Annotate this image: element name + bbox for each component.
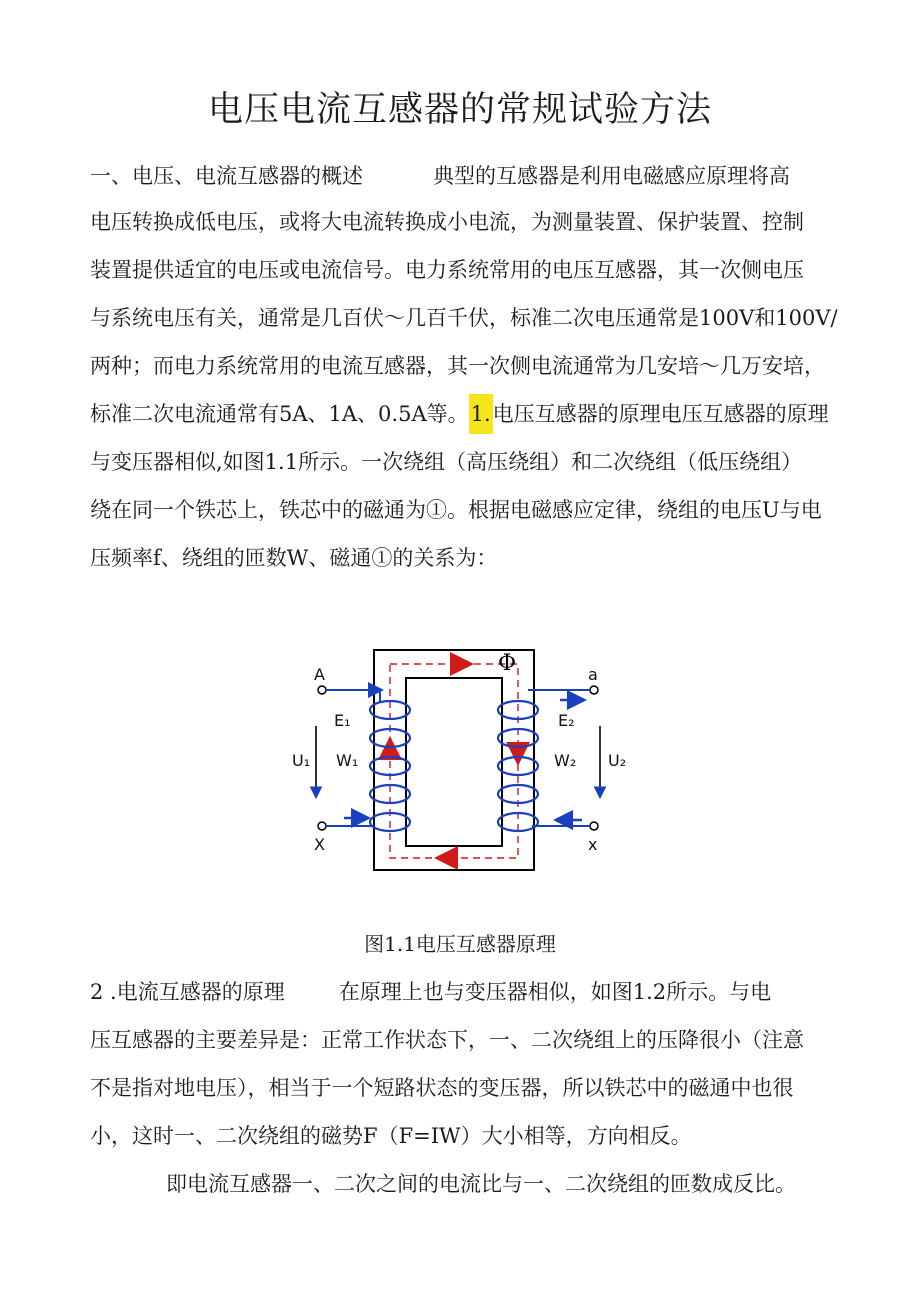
- flux-path: [390, 664, 518, 858]
- transformer-diagram: [292, 640, 640, 880]
- text-span: 电压互感器的原理电压互感器的原理: [492, 402, 829, 426]
- label-a: a: [588, 665, 598, 684]
- text-line: 绕在同一个铁芯上，铁芯中的磁通为①。根据电磁感应定律，绕组的电压U与电: [90, 498, 822, 522]
- text-span: 在原理上也与变压器相似，如图1.2所示。与电: [338, 980, 772, 1004]
- label-X: X: [314, 835, 325, 854]
- section-heading: 一、电压、电流互感器的概述: [90, 164, 363, 188]
- label-x: x: [588, 835, 598, 854]
- iron-core-inner: [406, 678, 502, 846]
- text-line: 不是指对地电压），相当于一个短路状态的变压器，所以铁芯中的磁通中也很: [90, 1076, 794, 1100]
- iron-core-outer: [374, 650, 534, 870]
- text-line: [90, 160, 790, 190]
- text-line: 压频率f、绕组的匝数W、磁通①的关系为：: [90, 546, 498, 570]
- figure-caption: 图1.1电压互感器原理: [364, 932, 556, 956]
- text-line: 小，这时一、二次绕组的磁势F（F=IW）大小相等，方向相反。: [90, 1124, 692, 1148]
- text-line: [90, 976, 771, 1006]
- section-heading: 2 .电流互感器的原理: [90, 980, 285, 1004]
- text-line: 与系统电压有关，通常是几百伏～几百千伏，标准二次电压通常是100V和100V/: [90, 306, 838, 330]
- terminal-x: [590, 822, 598, 830]
- text-line: 与变压器相似,如图1.1所示。一次绕组（高压绕组）和二次绕组（低压绕组）: [90, 450, 803, 474]
- page-title: 电压电流互感器的常规试验方法: [207, 90, 712, 130]
- highlighted-number: 1.: [469, 394, 493, 434]
- label-U1: U₁: [292, 751, 311, 770]
- text-line: 压互感器的主要差异是：正常工作状态下，一、二次绕组上的压降很小（注意: [90, 1028, 804, 1052]
- flux-label: Φ: [498, 651, 517, 676]
- text-span: 标准二次电流通常有5A、1A、0.5A等。: [90, 402, 469, 426]
- terminal-A: [318, 686, 326, 694]
- text-line: 即电流互感器一、二次之间的电流比与一、二次绕组的匝数成反比。: [166, 1172, 796, 1196]
- text-span: 典型的互感器是利用电磁感应原理将高: [433, 164, 790, 188]
- label-W2: W₂: [554, 751, 577, 770]
- terminal-X: [318, 822, 326, 830]
- label-W1: W₁: [336, 751, 359, 770]
- terminal-a: [590, 686, 598, 694]
- text-line: 装置提供适宜的电压或电流信号。电力系统常用的电压互感器，其一次侧电压: [90, 258, 804, 282]
- text-line: 两种；而电力系统常用的电流互感器，其一次侧电流通常为几安培～几万安培，: [90, 354, 825, 378]
- text-line: 电压转换成低电压，或将大电流转换成小电流，为测量装置、保护装置、控制: [90, 210, 804, 234]
- label-A: A: [314, 665, 325, 684]
- label-E1: E₁: [334, 711, 351, 730]
- text-line: [90, 398, 829, 428]
- label-U2: U₂: [608, 751, 627, 770]
- label-E2: E₂: [558, 711, 575, 730]
